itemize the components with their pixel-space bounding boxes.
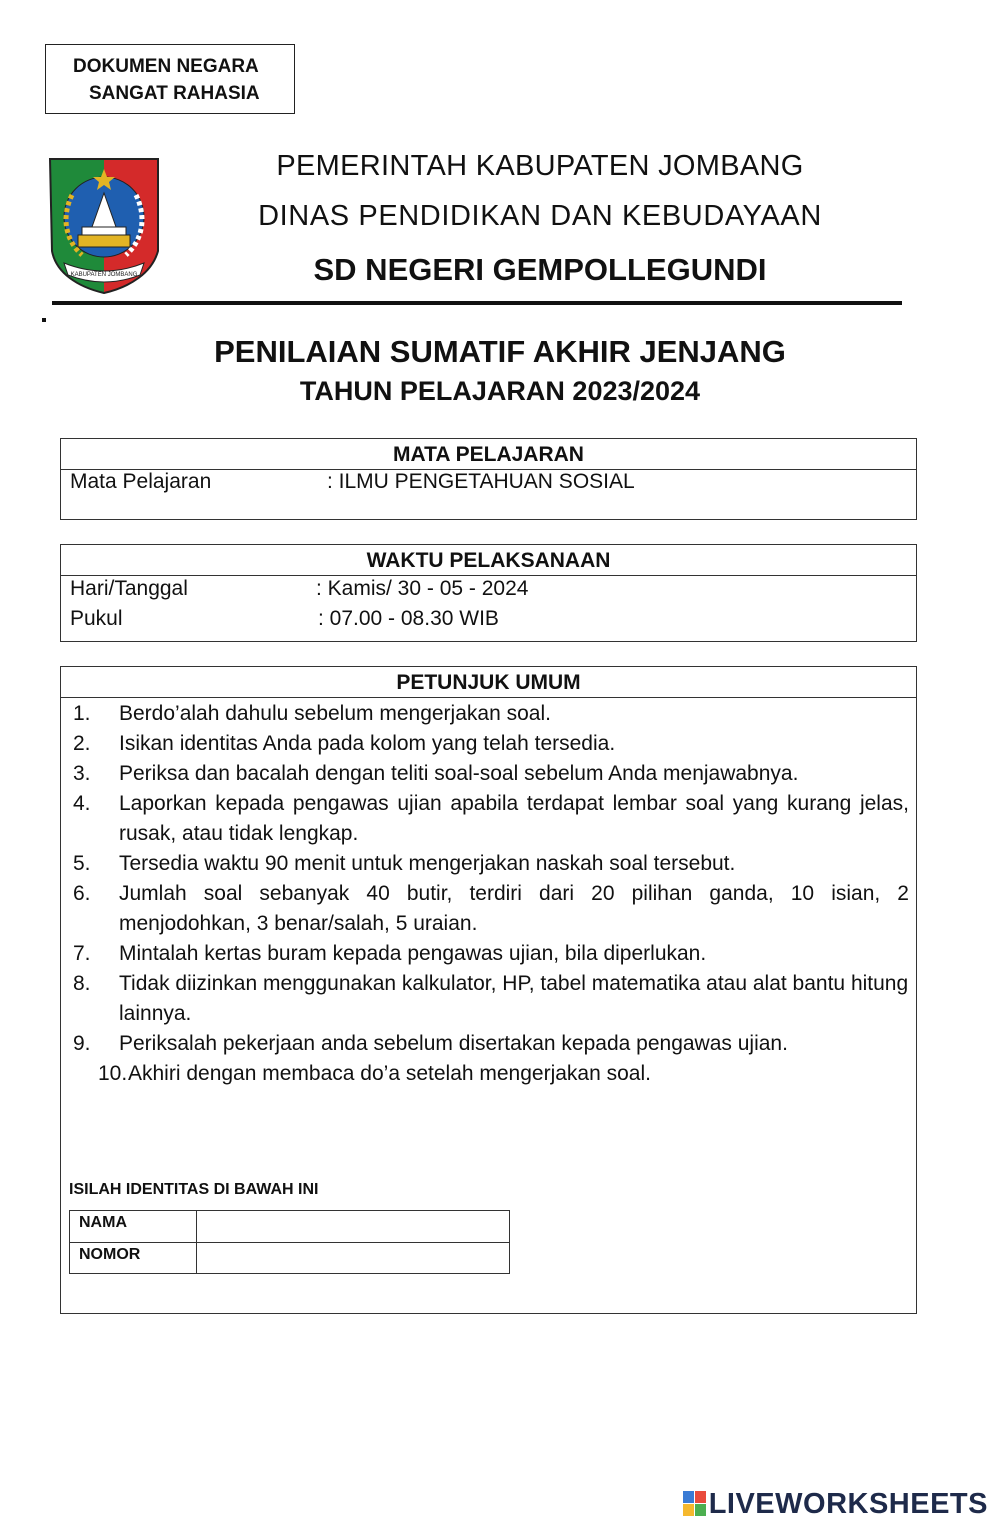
instruction-text: Periksalah pekerjaan anda sebelum disertakan kepada pengawas ujian. bbox=[119, 1032, 788, 1055]
instruction-text: Mintalah kertas buram kepada pengawas ujian, bila diperlukan. bbox=[119, 942, 707, 965]
number-label: NOMOR bbox=[70, 1243, 197, 1273]
identity-row-name bbox=[70, 1211, 509, 1242]
date-value: : Kamis/ 30 - 05 - 2024 bbox=[316, 577, 529, 600]
time-value: : 07.00 - 08.30 WIB bbox=[318, 607, 499, 630]
identity-label: ISILAH IDENTITAS DI BAWAH INI bbox=[69, 1181, 319, 1198]
instruction-number: 5. bbox=[73, 852, 91, 875]
government-name: PEMERINTAH KABUPATEN JOMBANG bbox=[276, 150, 804, 182]
instruction-number: 4. bbox=[73, 792, 91, 815]
time-label: Pukul bbox=[70, 607, 123, 630]
time-box-heading: WAKTU PELAKSANAAN bbox=[61, 545, 916, 576]
instruction-text: Laporkan kepada pengawas ujian apabila terdapat lembar soal yang kurang jelas, rusak, atau tidak lengkap. bbox=[119, 792, 909, 845]
stray-dot bbox=[42, 318, 46, 322]
classification-line-1: DOKUMEN NEGARA bbox=[73, 56, 259, 77]
instructions-heading: PETUNJUK UMUM bbox=[61, 667, 916, 698]
academic-year: TAHUN PELAJARAN 2023/2024 bbox=[299, 376, 701, 406]
liveworksheets-watermark bbox=[683, 1487, 988, 1521]
school-name: SD NEGERI GEMPOLLEGUNDI bbox=[313, 252, 767, 287]
instruction-text: Jumlah soal sebanyak 40 butir, terdiri dari 20 pilihan ganda, 10 isian, 2 menjodohkan, 3 benar/salah, 5 uraian. bbox=[119, 882, 909, 935]
instruction-text: Berdo’alah dahulu sebelum mengerjakan soal. bbox=[119, 702, 551, 725]
date-label: Hari/Tanggal bbox=[70, 577, 188, 600]
number-field[interactable] bbox=[198, 1243, 509, 1273]
instruction-number: 7. bbox=[73, 942, 91, 965]
instruction-number: 10. bbox=[98, 1062, 128, 1085]
classification-line-2: SANGAT RAHASIA bbox=[89, 83, 260, 104]
instruction-text: Akhiri dengan membaca do’a setelah mengerjakan soal. bbox=[128, 1062, 651, 1085]
exam-title: PENILAIAN SUMATIF AKHIR JENJANG bbox=[214, 334, 786, 369]
subject-row bbox=[70, 470, 635, 494]
department-name: DINAS PENDIDIKAN DAN KEBUDAYAAN bbox=[258, 200, 822, 232]
subject-label: Mata Pelajaran bbox=[70, 470, 212, 493]
time-box bbox=[60, 544, 917, 642]
instruction-number: 2. bbox=[73, 732, 91, 755]
date-row bbox=[70, 577, 529, 601]
subject-box-heading: MATA PELAJARAN bbox=[61, 439, 916, 470]
instruction-number: 9. bbox=[73, 1032, 91, 1055]
logo-text: KABUPATEN JOMBANG bbox=[70, 272, 138, 278]
subject-value: : ILMU PENGETAHUAN SOSIAL bbox=[327, 470, 635, 493]
identity-row-number bbox=[70, 1242, 509, 1273]
classification-box bbox=[45, 44, 295, 114]
header-divider bbox=[52, 301, 902, 305]
instruction-number: 8. bbox=[73, 972, 91, 995]
instruction-text: Tersedia waktu 90 menit untuk mengerjakan naskah soal tersebut. bbox=[119, 852, 736, 875]
subject-box bbox=[60, 438, 917, 520]
regency-logo bbox=[48, 155, 160, 295]
instruction-text: Periksa dan bacalah dengan teliti soal-soal sebelum Anda menjawabnya. bbox=[119, 762, 799, 785]
identity-table bbox=[69, 1210, 510, 1274]
instruction-text: Isikan identitas Anda pada kolom yang telah tersedia. bbox=[119, 732, 616, 755]
instruction-text: Tidak diizinkan menggunakan kalkulator, HP, tabel matematika atau alat bantu hitung lainnya. bbox=[119, 972, 909, 1025]
name-field[interactable] bbox=[198, 1211, 509, 1242]
liveworksheets-logo-icon bbox=[683, 1491, 707, 1517]
instruction-number: 6. bbox=[73, 882, 91, 905]
time-row bbox=[70, 607, 499, 631]
instruction-number: 1. bbox=[73, 702, 91, 725]
watermark-text: LIVEWORKSHEETS bbox=[708, 1487, 988, 1520]
instruction-number: 3. bbox=[73, 762, 91, 785]
name-label: NAMA bbox=[70, 1211, 197, 1242]
